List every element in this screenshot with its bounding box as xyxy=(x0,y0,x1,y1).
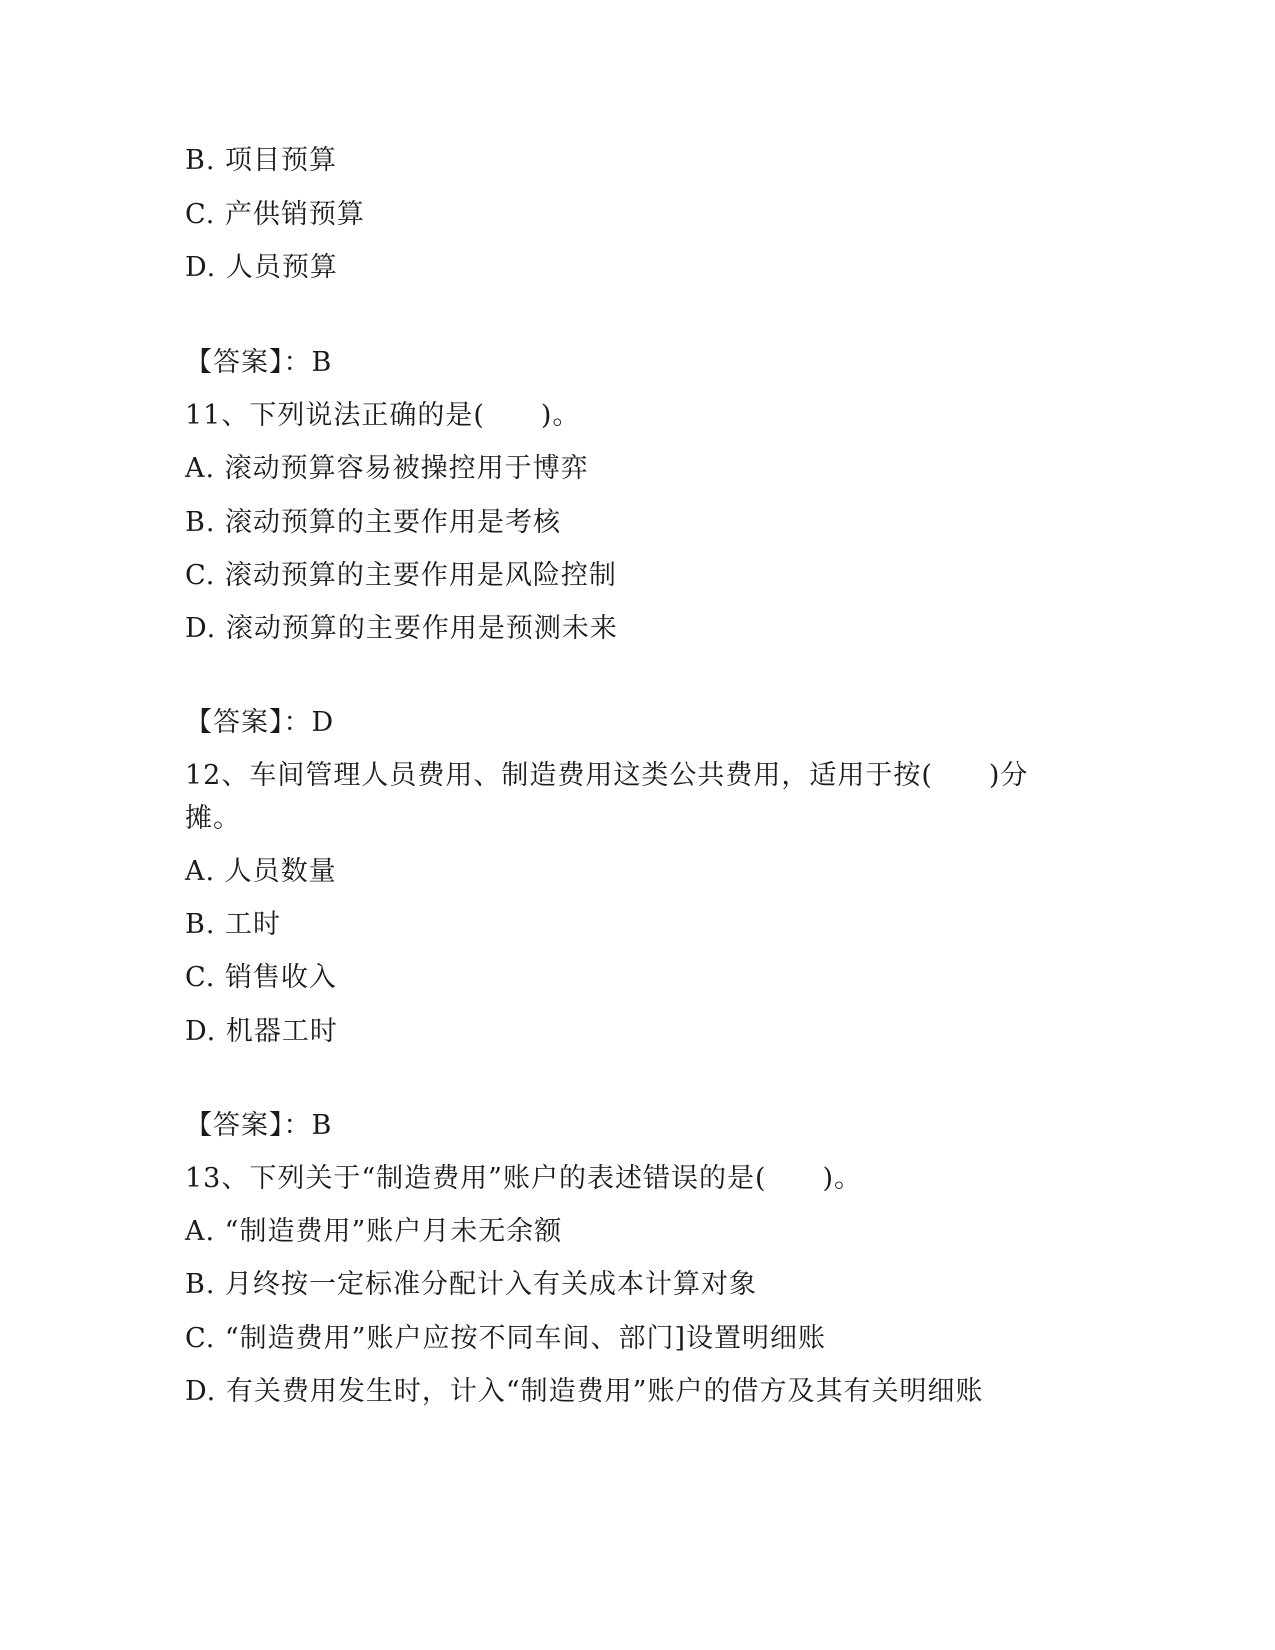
question-11-option-d: D. 滚动预算的主要作用是预测未来 xyxy=(185,613,618,644)
option-c: C. 产供销预算 xyxy=(185,199,365,230)
question-11-answer: 【答案】：D xyxy=(185,707,335,738)
question-12-option-c: C. 销售收入 xyxy=(185,962,337,993)
question-13-option-a: A. “制造费用”账户月未无余额 xyxy=(185,1216,563,1247)
question-13-option-b: B. 月终按一定标准分配计入有关成本计算对象 xyxy=(185,1269,758,1300)
question-11-option-a: A. 滚动预算容易被操控用于博弈 xyxy=(185,453,589,484)
option-b: B. 项目预算 xyxy=(185,145,338,176)
question-12-option-d: D. 机器工时 xyxy=(185,1016,338,1047)
question-11-option-c: C. 滚动预算的主要作用是风险控制 xyxy=(185,560,617,591)
option-d: D. 人员预算 xyxy=(185,252,338,283)
question-13-option-d: D. 有关费用发生时，计入“制造费用”账户的借方及其有关明细账 xyxy=(185,1376,984,1407)
answer-label: 【答案】：B xyxy=(185,347,333,378)
question-11-option-b: B. 滚动预算的主要作用是考核 xyxy=(185,507,562,538)
question-12-option-b: B. 工时 xyxy=(185,909,282,940)
question-11-stem: 11、下列说法正确的是( )。 xyxy=(185,400,581,431)
question-12-option-a: A. 人员数量 xyxy=(185,856,337,887)
question-12-stem-line2: 摊。 xyxy=(185,803,241,834)
question-12-answer: 【答案】：B xyxy=(185,1110,333,1141)
question-12-stem-line1: 12、车间管理人员费用、制造费用这类公共费用，适用于按( )分 xyxy=(185,760,1029,791)
question-13-option-c: C. “制造费用”账户应按不同车间、部门]设置明细账 xyxy=(185,1323,827,1354)
question-13-stem: 13、下列关于“制造费用”账户的表述错误的是( )。 xyxy=(185,1163,863,1194)
